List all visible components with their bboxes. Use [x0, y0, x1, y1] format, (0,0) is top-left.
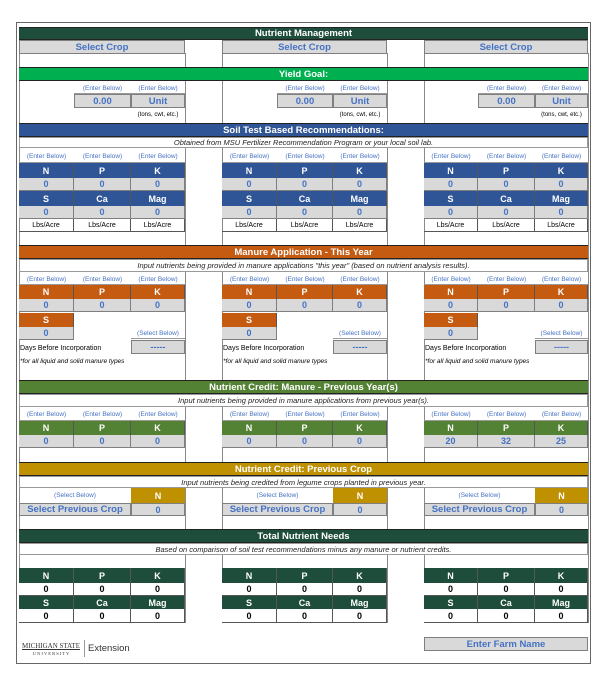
nutrient-label-k: K	[131, 285, 185, 299]
manure-p-input[interactable]: 0	[74, 299, 131, 312]
enter-below-hint: (Enter Below)	[424, 409, 478, 421]
soil-ca-input[interactable]: 0	[277, 206, 333, 219]
nutrient-label-p: P	[478, 285, 535, 299]
total-ca-value: 0	[74, 609, 131, 623]
nutrient-label-s: S	[222, 313, 277, 327]
logo-divider	[84, 640, 85, 657]
credit-manure-k-input[interactable]: 0	[333, 435, 387, 448]
total-mag-value: 0	[535, 609, 588, 623]
nutrient-label-k: K	[333, 421, 387, 435]
manure-n-input[interactable]: 0	[424, 299, 478, 312]
soil-n-input[interactable]: 0	[19, 178, 74, 191]
manure-this-year-header: Manure Application - This Year	[19, 245, 588, 259]
total-k-value: 0	[131, 583, 185, 596]
total-p-value: 0	[74, 583, 131, 596]
manure-p-input[interactable]: 0	[277, 299, 333, 312]
manure-k-input[interactable]: 0	[535, 299, 588, 312]
nutrient-label-n: N	[333, 488, 387, 503]
credit-manure-k-input[interactable]: 25	[535, 435, 588, 448]
enter-below-hint: (Enter Below)	[222, 274, 277, 285]
enter-below-hint: (Enter Below)	[277, 409, 333, 421]
nutrient-label-k: K	[131, 421, 185, 435]
soil-test-header: Soil Test Based Recommendations:	[19, 123, 588, 137]
total-mag-value: 0	[131, 609, 185, 623]
soil-s-input[interactable]: 0	[222, 206, 277, 219]
nutrient-label-n: N	[19, 568, 74, 583]
nutrient-label-s: S	[19, 313, 74, 327]
enter-below-hint: (Enter Below)	[277, 274, 333, 285]
nutrient-label-k: K	[333, 285, 387, 299]
msu-extension-logo-text: Extension	[88, 643, 130, 654]
nutrient-label-n: N	[222, 163, 277, 178]
units-label: Lbs/Acre	[74, 219, 131, 232]
nutrient-label-k: K	[535, 163, 588, 178]
nutrient-label-n: N	[222, 285, 277, 299]
nutrient-label-n: N	[424, 285, 478, 299]
yield-goal-header: Yield Goal:	[19, 67, 588, 81]
credit-manure-n-input[interactable]: 0	[19, 435, 74, 448]
soil-mag-input[interactable]: 0	[131, 206, 185, 219]
manure-k-input[interactable]: 0	[131, 299, 185, 312]
days-before-incorporation-dropdown[interactable]: -----	[333, 340, 387, 354]
select-previous-crop-dropdown[interactable]: Select Previous Crop	[222, 503, 333, 516]
nutrient-label-mag: Mag	[535, 596, 588, 609]
yield-value-input[interactable]: 0.00	[277, 94, 333, 108]
yield-value-input[interactable]: 0.00	[478, 94, 535, 108]
total-k-value: 0	[333, 583, 387, 596]
total-s-value: 0	[19, 609, 74, 623]
enter-below-hint: (Enter Below)	[277, 151, 333, 163]
soil-p-input[interactable]: 0	[74, 178, 131, 191]
enter-below-hint: (Enter Below)	[74, 151, 131, 163]
credit-manure-p-input[interactable]: 0	[74, 435, 131, 448]
units-label: Lbs/Acre	[131, 219, 185, 232]
nutrient-label-n: N	[424, 568, 478, 583]
nutrient-label-p: P	[277, 421, 333, 435]
soil-k-input[interactable]: 0	[333, 178, 387, 191]
total-ca-value: 0	[478, 609, 535, 623]
soil-k-input[interactable]: 0	[535, 178, 588, 191]
nutrient-label-n: N	[131, 488, 185, 503]
nutrient-label-s: S	[19, 191, 74, 206]
total-needs-note: Based on comparison of soil test recommendations minus any manure or nutrient credits.	[19, 543, 588, 555]
select-below-hint: (Select Below)	[333, 328, 387, 339]
manure-n-input[interactable]: 0	[222, 299, 277, 312]
select-below-hint: (Select Below)	[458, 492, 501, 499]
unit-hint: (tons, cwt, etc.)	[541, 111, 582, 118]
select-below-hint: (Select Below)	[54, 492, 96, 499]
enter-below-hint: (Enter Below)	[19, 274, 74, 285]
days-before-incorporation-label: Days Before Incorporation	[425, 344, 507, 352]
yield-unit-input[interactable]: Unit	[131, 94, 185, 108]
nutrient-label-n: N	[424, 421, 478, 435]
manure-s-input[interactable]: 0	[19, 327, 74, 340]
nutrient-label-k: K	[535, 285, 588, 299]
sheet-title: Nutrient Management	[19, 27, 588, 40]
enter-below-hint: (Enter Below)	[333, 151, 387, 163]
enter-below-hint: (Enter Below)	[478, 409, 535, 421]
enter-below-hint: (Enter Below)	[424, 151, 478, 163]
enter-below-hint: (Enter Below)	[535, 274, 588, 285]
units-label: Lbs/Acre	[478, 219, 535, 232]
yield-unit-input[interactable]: Unit	[535, 94, 588, 108]
days-before-incorporation-label: Days Before Incorporation	[223, 344, 305, 352]
total-p-value: 0	[277, 583, 333, 596]
nutrient-label-mag: Mag	[333, 191, 387, 206]
units-label: Lbs/Acre	[19, 219, 74, 232]
nutrient-label-n: N	[424, 163, 478, 178]
enter-below-hint: (Enter Below)	[74, 274, 131, 285]
previous-crop-note: Input nutrients being credited from legume crops planted in previous year.	[19, 476, 588, 488]
nutrient-label-p: P	[478, 421, 535, 435]
days-before-incorporation-dropdown[interactable]: -----	[535, 340, 588, 354]
select-crop-dropdown[interactable]: Select Crop	[424, 40, 588, 54]
manure-s-input[interactable]: 0	[424, 327, 478, 340]
enter-below-hint: (Enter Below)	[333, 83, 387, 94]
nutrient-label-k: K	[131, 568, 185, 583]
previous-crop-n-value: 0	[535, 503, 588, 516]
credit-manure-n-input[interactable]: 0	[222, 435, 277, 448]
enter-below-hint: (Enter Below)	[478, 274, 535, 285]
nutrient-label-ca: Ca	[277, 191, 333, 206]
total-s-value: 0	[424, 609, 478, 623]
unit-hint: (tons, cwt, etc.)	[137, 111, 179, 118]
units-label: Lbs/Acre	[333, 219, 387, 232]
nutrient-label-ca: Ca	[277, 596, 333, 609]
manure-k-input[interactable]: 0	[333, 299, 387, 312]
total-ca-value: 0	[277, 609, 333, 623]
select-crop-dropdown[interactable]: Select Crop	[19, 40, 185, 54]
credit-manure-p-input[interactable]: 0	[277, 435, 333, 448]
select-below-hint: (Select Below)	[535, 328, 588, 339]
total-p-value: 0	[478, 583, 535, 596]
unit-hint: (tons, cwt, etc.)	[339, 111, 381, 118]
soil-mag-input[interactable]: 0	[535, 206, 588, 219]
nutrient-label-mag: Mag	[131, 191, 185, 206]
nutrient-label-mag: Mag	[333, 596, 387, 609]
nutrient-label-p: P	[277, 163, 333, 178]
enter-below-hint: (Enter Below)	[478, 151, 535, 163]
nutrient-label-n: N	[222, 568, 277, 583]
nutrient-label-ca: Ca	[478, 191, 535, 206]
nutrient-label-s: S	[222, 596, 277, 609]
total-n-value: 0	[19, 583, 74, 596]
enter-below-hint: (Enter Below)	[424, 274, 478, 285]
manure-previous-years-header: Nutrient Credit: Manure - Previous Year(s)	[19, 380, 588, 394]
enter-below-hint: (Enter Below)	[478, 83, 535, 94]
previous-crop-header: Nutrient Credit: Previous Crop	[19, 462, 588, 476]
enter-below-hint: (Enter Below)	[333, 409, 387, 421]
units-label: Lbs/Acre	[277, 219, 333, 232]
enter-below-hint: (Enter Below)	[222, 151, 277, 163]
nutrient-label-k: K	[333, 163, 387, 178]
nutrient-label-n: N	[19, 285, 74, 299]
soil-p-input[interactable]: 0	[277, 178, 333, 191]
nutrient-label-p: P	[277, 568, 333, 583]
soil-p-input[interactable]: 0	[478, 178, 535, 191]
manure-n-input[interactable]: 0	[19, 299, 74, 312]
credit-manure-n-input[interactable]: 20	[424, 435, 478, 448]
credit-manure-k-input[interactable]: 0	[131, 435, 185, 448]
enter-below-hint: (Enter Below)	[535, 83, 588, 94]
column-divider	[588, 53, 589, 623]
soil-s-input[interactable]: 0	[424, 206, 478, 219]
soil-n-input[interactable]: 0	[424, 178, 478, 191]
enter-below-hint: (Enter Below)	[131, 274, 185, 285]
nutrient-label-n: N	[19, 163, 74, 178]
msu-logo-line1: MICHIGAN STATE	[22, 641, 80, 650]
enter-below-hint: (Enter Below)	[277, 83, 333, 94]
nutrient-label-n: N	[535, 488, 588, 503]
soil-test-note: Obtained from MSU Fertilizer Recommendation Program or your local soil lab.	[19, 137, 588, 148]
farm-name-input[interactable]: Enter Farm Name	[424, 637, 588, 651]
previous-crop-n-value: 0	[333, 503, 387, 516]
nutrient-label-p: P	[74, 568, 131, 583]
nutrient-label-n: N	[19, 421, 74, 435]
enter-below-hint: (Enter Below)	[131, 83, 185, 94]
nutrient-label-p: P	[277, 285, 333, 299]
yield-value-input[interactable]: 0.00	[74, 94, 131, 108]
enter-below-hint: (Enter Below)	[131, 151, 185, 163]
nutrient-label-s: S	[222, 191, 277, 206]
nutrient-label-s: S	[424, 191, 478, 206]
nutrient-label-mag: Mag	[131, 596, 185, 609]
manure-types-note: *for all liquid and solid manure types	[223, 358, 328, 365]
enter-below-hint: (Enter Below)	[333, 274, 387, 285]
soil-mag-input[interactable]: 0	[333, 206, 387, 219]
manure-previous-years-note: Input nutrients being provided in manure applications from previous year(s).	[19, 394, 588, 407]
total-k-value: 0	[535, 583, 588, 596]
nutrient-label-ca: Ca	[74, 596, 131, 609]
nutrient-label-p: P	[74, 163, 131, 178]
nutrient-label-ca: Ca	[74, 191, 131, 206]
soil-k-input[interactable]: 0	[131, 178, 185, 191]
enter-below-hint: (Enter Below)	[74, 83, 131, 94]
nutrient-label-s: S	[424, 596, 478, 609]
enter-below-hint: (Enter Below)	[131, 409, 185, 421]
days-before-incorporation-dropdown[interactable]: -----	[131, 340, 185, 354]
enter-below-hint: (Enter Below)	[19, 151, 74, 163]
days-before-incorporation-label: Days Before Incorporation	[20, 344, 102, 352]
manure-types-note: *for all liquid and solid manure types	[425, 358, 530, 365]
select-previous-crop-dropdown[interactable]: Select Previous Crop	[19, 503, 131, 516]
credit-manure-p-input[interactable]: 32	[478, 435, 535, 448]
soil-n-input[interactable]: 0	[222, 178, 277, 191]
nutrient-label-ca: Ca	[478, 596, 535, 609]
nutrient-label-p: P	[74, 285, 131, 299]
nutrient-label-k: K	[535, 421, 588, 435]
total-n-value: 0	[222, 583, 277, 596]
yield-unit-input[interactable]: Unit	[333, 94, 387, 108]
nutrient-label-p: P	[74, 421, 131, 435]
manure-this-year-note: Input nutrients being provided in manure applications "this year" (based on nutrient analysis results).	[19, 259, 588, 272]
enter-below-hint: (Enter Below)	[19, 409, 74, 421]
nutrient-label-k: K	[535, 568, 588, 583]
nutrient-label-s: S	[19, 596, 74, 609]
units-label: Lbs/Acre	[222, 219, 277, 232]
soil-ca-input[interactable]: 0	[478, 206, 535, 219]
select-below-hint: (Select Below)	[131, 328, 185, 339]
units-label: Lbs/Acre	[535, 219, 588, 232]
total-n-value: 0	[424, 583, 478, 596]
select-crop-dropdown[interactable]: Select Crop	[222, 40, 387, 54]
total-s-value: 0	[222, 609, 277, 623]
select-below-hint: (Select Below)	[256, 492, 299, 499]
nutrient-label-p: P	[478, 163, 535, 178]
previous-crop-n-value: 0	[131, 503, 185, 516]
nutrient-label-mag: Mag	[535, 191, 588, 206]
nutrient-label-k: K	[333, 568, 387, 583]
enter-below-hint: (Enter Below)	[222, 409, 277, 421]
enter-below-hint: (Enter Below)	[535, 409, 588, 421]
total-needs-header: Total Nutrient Needs	[19, 529, 588, 543]
enter-below-hint: (Enter Below)	[535, 151, 588, 163]
manure-p-input[interactable]: 0	[478, 299, 535, 312]
nutrient-label-p: P	[478, 568, 535, 583]
units-label: Lbs/Acre	[424, 219, 478, 232]
soil-s-input[interactable]: 0	[19, 206, 74, 219]
soil-ca-input[interactable]: 0	[74, 206, 131, 219]
msu-logo-line2: U N I V E R S I T Y	[32, 651, 70, 656]
nutrient-label-k: K	[131, 163, 185, 178]
manure-s-input[interactable]: 0	[222, 327, 277, 340]
nutrient-label-n: N	[222, 421, 277, 435]
total-mag-value: 0	[333, 609, 387, 623]
manure-types-note: *for all liquid and solid manure types	[20, 358, 125, 365]
enter-below-hint: (Enter Below)	[74, 409, 131, 421]
select-previous-crop-dropdown[interactable]: Select Previous Crop	[424, 503, 535, 516]
nutrient-label-s: S	[424, 313, 478, 327]
